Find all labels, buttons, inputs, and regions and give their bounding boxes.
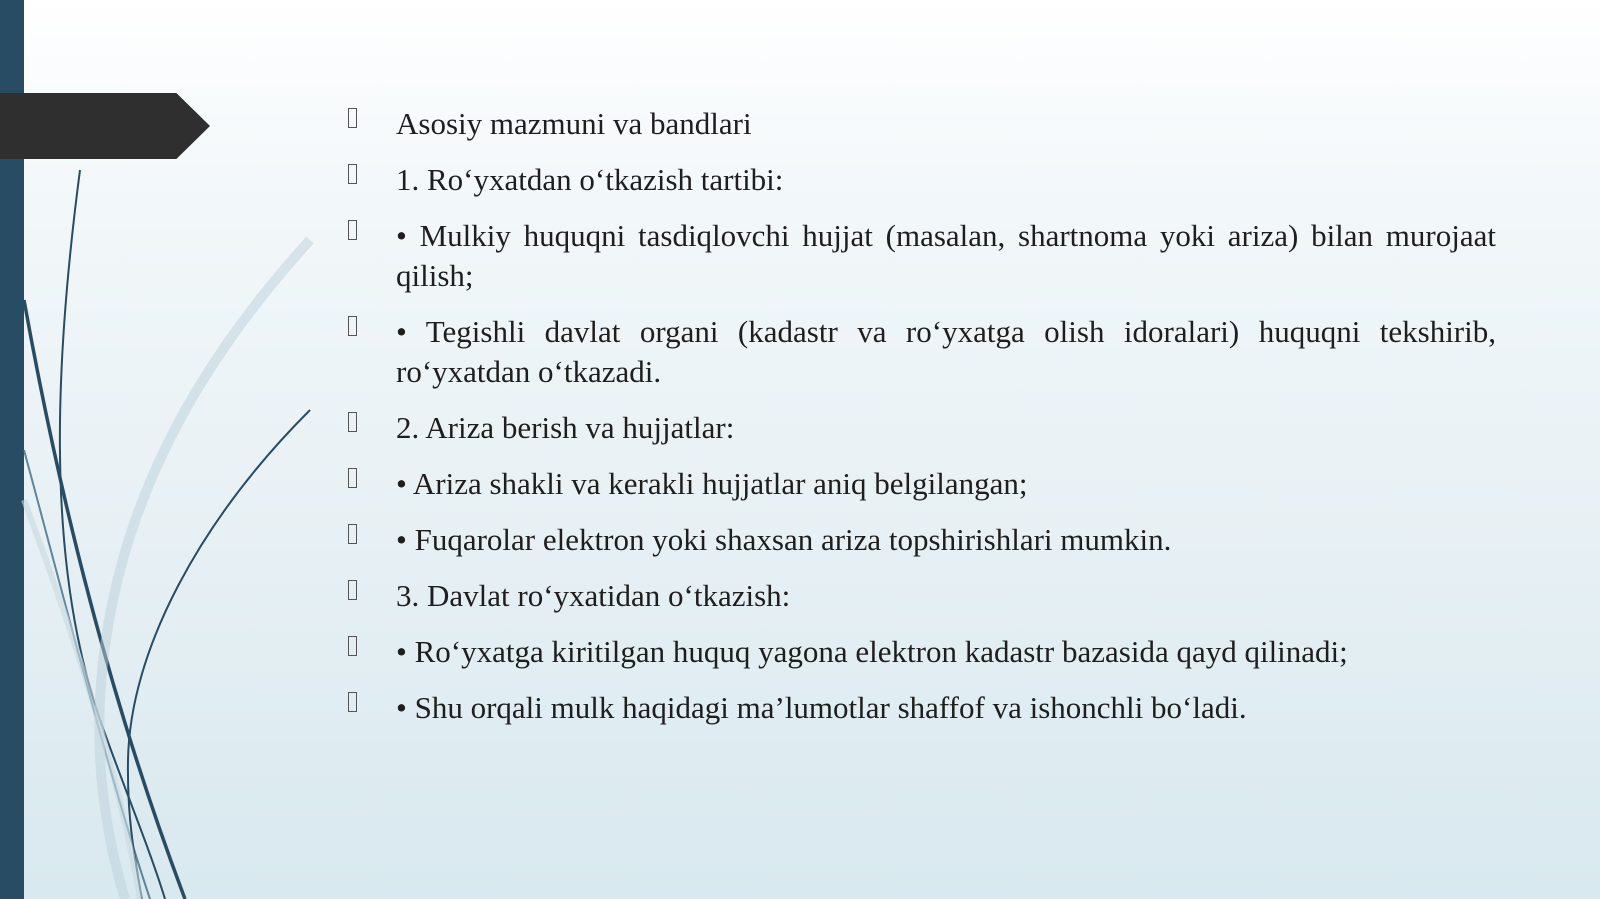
- bullet-box-icon: [348, 316, 357, 336]
- bullet-list: [348, 104, 1496, 744]
- bullet-box-icon: [348, 412, 357, 432]
- bullet-box-icon: [348, 524, 357, 544]
- bullet-item: [348, 464, 1496, 504]
- bullet-text: 2. Ariza berish va hujjatlar:: [396, 410, 735, 445]
- bullet-text: • Shu orqali mulk haqidagi ma’lumotlar shaffof va ishonchli bo‘ladi.: [396, 690, 1247, 725]
- bullet-item: [348, 160, 1496, 200]
- bullet-text: • Fuqarolar elektron yoki shaxsan ariza topshirishlari mumkin.: [396, 522, 1172, 557]
- bullet-item: [348, 408, 1496, 448]
- bullet-box-icon: [348, 692, 357, 712]
- bullet-box-icon: [348, 580, 357, 600]
- bullet-item: [348, 632, 1496, 672]
- bullet-box-icon: [348, 468, 357, 488]
- bullet-item: [348, 216, 1496, 296]
- bullet-box-icon: [348, 220, 357, 240]
- title-arrow-shape: [0, 93, 210, 159]
- bullet-text: Asosiy mazmuni va bandlari: [396, 106, 752, 141]
- bullet-item: [348, 104, 1496, 144]
- bullet-item: [348, 576, 1496, 616]
- bullet-item: [348, 688, 1496, 728]
- bullet-item: [348, 312, 1496, 392]
- bullet-text: • Ro‘yxatga kiritilgan huquq yagona elektron kadastr bazasida qayd qilinadi;: [396, 634, 1348, 669]
- bullet-text: 1. Ro‘yxatdan o‘tkazish tartibi:: [396, 162, 784, 197]
- bullet-box-icon: [348, 108, 357, 128]
- bullet-box-icon: [348, 164, 357, 184]
- bullet-text: • Tegishli davlat organi (kadastr va ro‘yxatga olish idoralari) huquqni tekshirib, ro‘yxatdan o‘tkazadi.: [396, 314, 1496, 389]
- bullet-item: [348, 520, 1496, 560]
- bullet-box-icon: [348, 636, 357, 656]
- bullet-text: • Ariza shakli va kerakli hujjatlar aniq belgilangan;: [396, 466, 1028, 501]
- bullet-text: 3. Davlat ro‘yxatidan o‘tkazish:: [396, 578, 791, 613]
- bullet-text: • Mulkiy huquqni tasdiqlovchi hujjat (masalan, shartnoma yoki ariza) bilan murojaat qilish;: [396, 218, 1496, 293]
